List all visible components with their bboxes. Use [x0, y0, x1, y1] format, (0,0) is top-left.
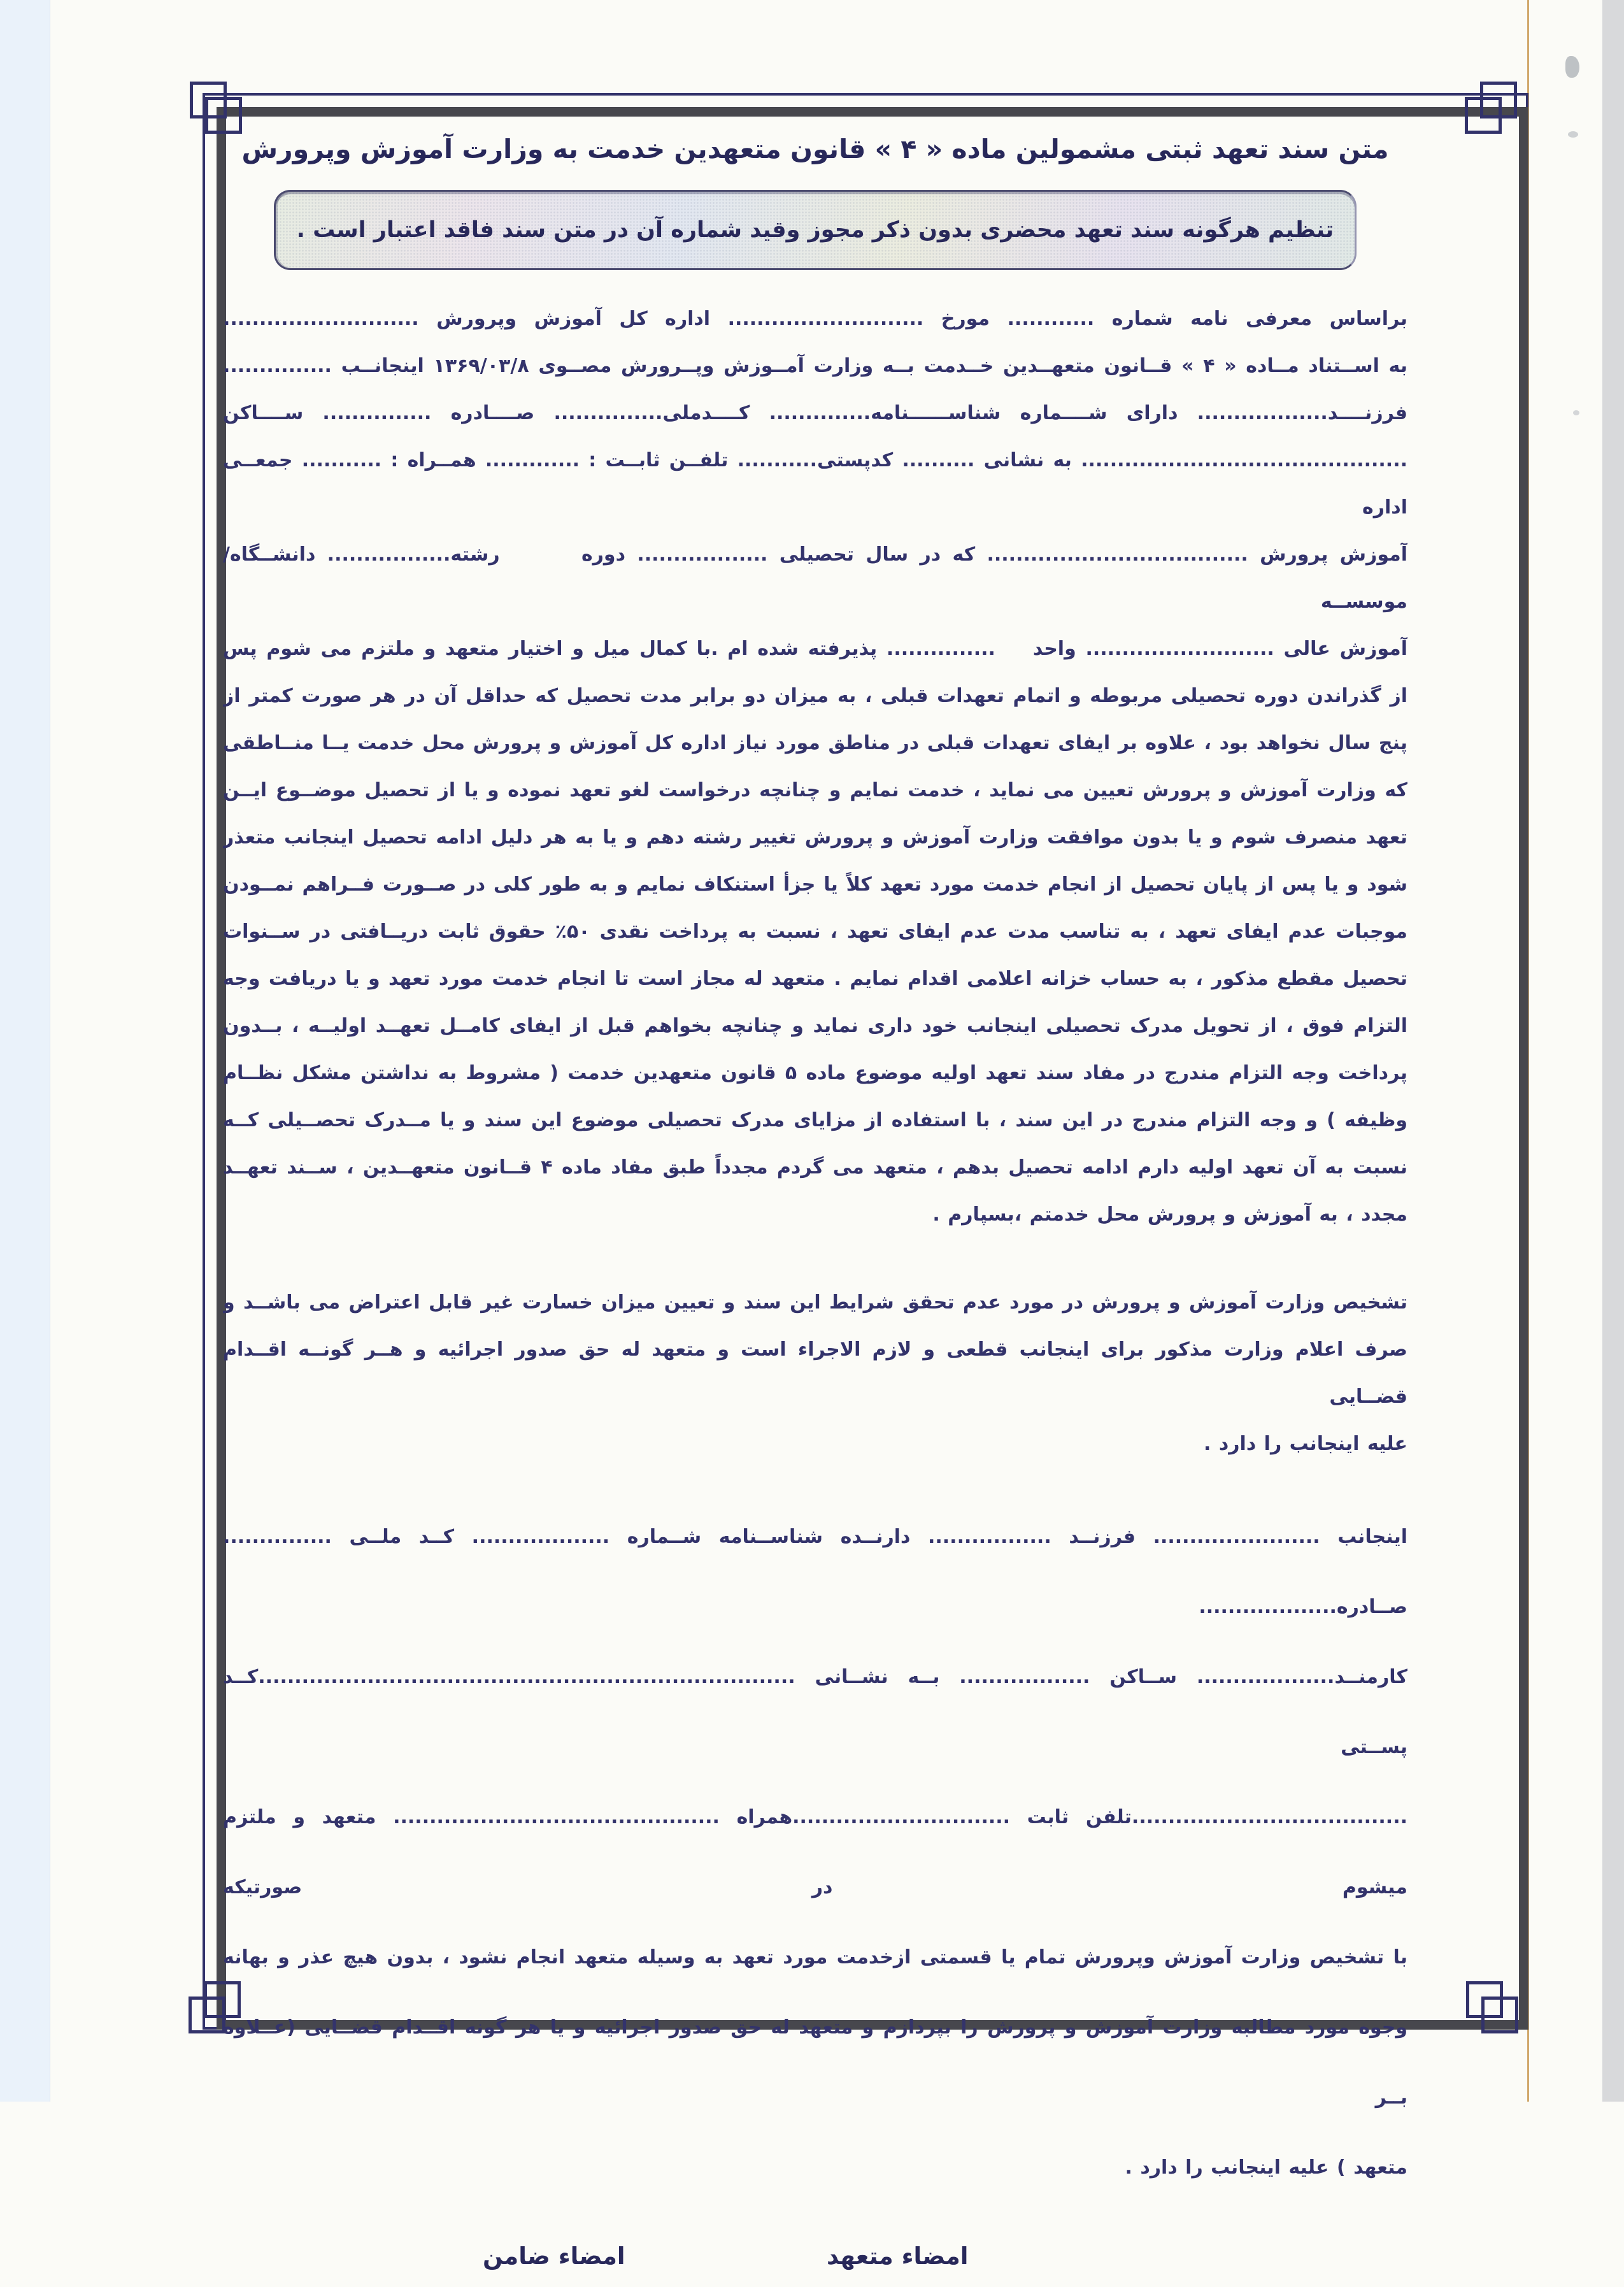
- signature-block: [223, 2236, 1407, 2287]
- text-line: شود و یا پس از پایان تحصیل از انجام خدمت مورد تعهد کلاً یا جزأ استنکاف نمایم و به طور کلی در صــورت فــراهم نمــودن: [223, 873, 1407, 896]
- frame-corner-ornament: [1466, 1981, 1503, 2018]
- frame-corner-ornament: [1465, 97, 1502, 134]
- text-line: تحصیل مقطع مذکور ، به حساب خزانه اعلامی اقدام نمایم . متعهد له مجاز است تا انجام خدمت مورد تعهد و یا دریافت وجه: [223, 968, 1407, 990]
- text-line: به اســتناد مــاده « ۴ » قــانون متعهــدین خــدمت بــه وزارت آمــوزش وپــرورش مصــوی ۱۳۶۹/۰۳/۸ اینجانــب ...............: [223, 355, 1407, 377]
- text-line: فرزنــــد.................. دارای شــــماره شناســــــنامه.............. کــــدملی............... صــــادره ............... ســــاکن: [223, 402, 1407, 424]
- text-line: تعهد منصرف شوم و یا بدون موافقت وزارت آموزش و پرورش تغییر رشته دهم و یا به هر دلیل ادامه تحصیل اینجانب متعذر: [223, 826, 1407, 849]
- text-line: علیه اینجانب را دارد .: [1204, 1433, 1407, 1455]
- text-line: وظیفه ) و وجه التزام مندرج در این سند ، با استفاده از مزایای مدرک تحصیلی موضوع این سند و یا مــدرک تحصــیلی کــه: [223, 1109, 1407, 1131]
- text-line: مجدد ، به آموزش و پرورش محل خدمتم ،بسپارم .: [932, 1203, 1407, 1226]
- scan-artifact: [1573, 410, 1579, 415]
- signature-guarantor-label: امضاء ضامن: [483, 2242, 625, 2270]
- paragraph-determination: [223, 1279, 1407, 1468]
- text-line: ......................................تلفن ثابت ..............................همراه ............................................. متعهد و ملتزم میشوم در صورتیکه: [223, 1806, 1407, 1898]
- text-line: از گذراندن دوره تحصیلی مربوطه و اتمام تعهدات قبلی ، به میزان دو برابر مدت تحصیل که حداقل آن در هر صورت کمتر از: [223, 685, 1407, 707]
- text-line: صرف اعلام وزارت مذکور برای اینجانب قطعی و لازم الاجراء است و متعهد له حق صدور اجرائیه و هــر گونــه اقــدام قضــایی: [223, 1338, 1407, 1408]
- scan-left-margin: [0, 0, 50, 2102]
- text-line: که وزارت آموزش و پرورش تعیین می نماید ، خدمت نمایم و چنانچه درخواست لغو تعهد نموده و یا از تحصیل موضــوع ایــن: [223, 779, 1407, 801]
- scan-artifact: [1568, 131, 1578, 138]
- scan-right-margin: [1602, 0, 1624, 2102]
- text-line: با تشخیص وزارت آموزش وپرورش تمام یا قسمتی ازخدمت مورد تعهد به وسیله متعهد انجام نشود ، بدون هیچ عذر و بهانه: [223, 1946, 1407, 1968]
- text-line: نسبت به آن تعهد اولیه دارم ادامه تحصیل بدهم ، متعهد می گردم مجدداً طبق مفاد ماده ۴ قــانون متعهــدین ، ســند تعهــد: [223, 1156, 1407, 1179]
- text-line: ............................................. به نشانی .......... کدپستی........... تلفــن ثابــت : ............. همــراه : ........... جمعــی اداره: [223, 449, 1407, 519]
- text-line: تشخیص وزارت آموزش و پرورش در مورد عدم تحقق شرایط این سند و تعیین میزان خسارت غیر قابل اعتراض می باشــد و: [223, 1291, 1407, 1314]
- scan-artifact: [1565, 56, 1579, 78]
- notice-text: تنظیم هرگونه سند تعهد محضری بدون ذکر مجوز وقید شماره آن در متن سند فاقد اعتبار است .: [296, 217, 1334, 243]
- text-line: پرداخت وجه التزام مندرج در مفاد سند تعهد اولیه موضوع ماده ۵ قانون متعهدین خدمت ( مشروط به نداشتن مشکل نظــام: [223, 1062, 1407, 1084]
- text-line: اینجانب ....................... فرزنــد ................. دارنــده شناســنامه شــماره ................... کــد ملــی ............... صــادره...................: [223, 1526, 1407, 1618]
- text-line: التزام فوق ، از تحویل مدرک تحصیلی اینجانب خود داری نماید و چنانچه بخواهم قبل از ایفای کامــل تعهــد اولیــه ، بــدون: [223, 1015, 1407, 1037]
- page-title: متن سند تعهد ثبتی مشمولین ماده « ۴ » قانون متعهدین خدمت به وزارت آموزش وپرورش: [241, 134, 1389, 164]
- text-line: موجبات عدم ایفای تعهد ، به تناسب مدت عدم ایفای تعهد ، نسبت به پرداخت نقدی ۵۰٪ حقوق ثابت دریــافتی در ســنوات: [223, 921, 1407, 943]
- document-content: [223, 96, 1407, 2287]
- text-line: براساس معرفی نامه شماره ............ مورخ ........................... اداره کل آموزش وپرورش ...........................: [223, 308, 1407, 330]
- text-line: آموزش پرورش .................................... که در سال تحصیلی .................. دوره رشته................. دانشــگاه/ موسســه: [223, 543, 1407, 613]
- text-line: پنج سال نخواهد بود ، علاوه بر ایفای تعهدات قبلی در مناطق مورد نیاز اداره کل آموزش و پرورش محل خدمت یــا منــاطقی: [223, 732, 1407, 754]
- paragraph-guarantor: [223, 1502, 1407, 2203]
- notice-banner: [274, 190, 1357, 270]
- text-line: وجوه مورد مطالبه وزارت آموزش و پرورش را بپردازم و متعهد له حق صدور اجرائیه و یا هر گونه اقــدام قضــایی (عــلاوه بــر: [223, 2016, 1407, 2109]
- text-line: متعهد ) علیه اینجانب را دارد .: [1125, 2156, 1407, 2179]
- paragraph-intro: [223, 296, 1407, 1238]
- text-line: آموزش عالی .......................... واحد ............... پذیرفته شده ام .با کمال میل و اختیار متعهد و ملتزم می شوم پس: [223, 638, 1407, 660]
- signature-obligor-label: امضاء متعهد: [827, 2242, 969, 2270]
- text-line: کارمنــد................... ســاکن .................. بــه نشــانی ..........................................................................کــد پســتی: [223, 1666, 1407, 1758]
